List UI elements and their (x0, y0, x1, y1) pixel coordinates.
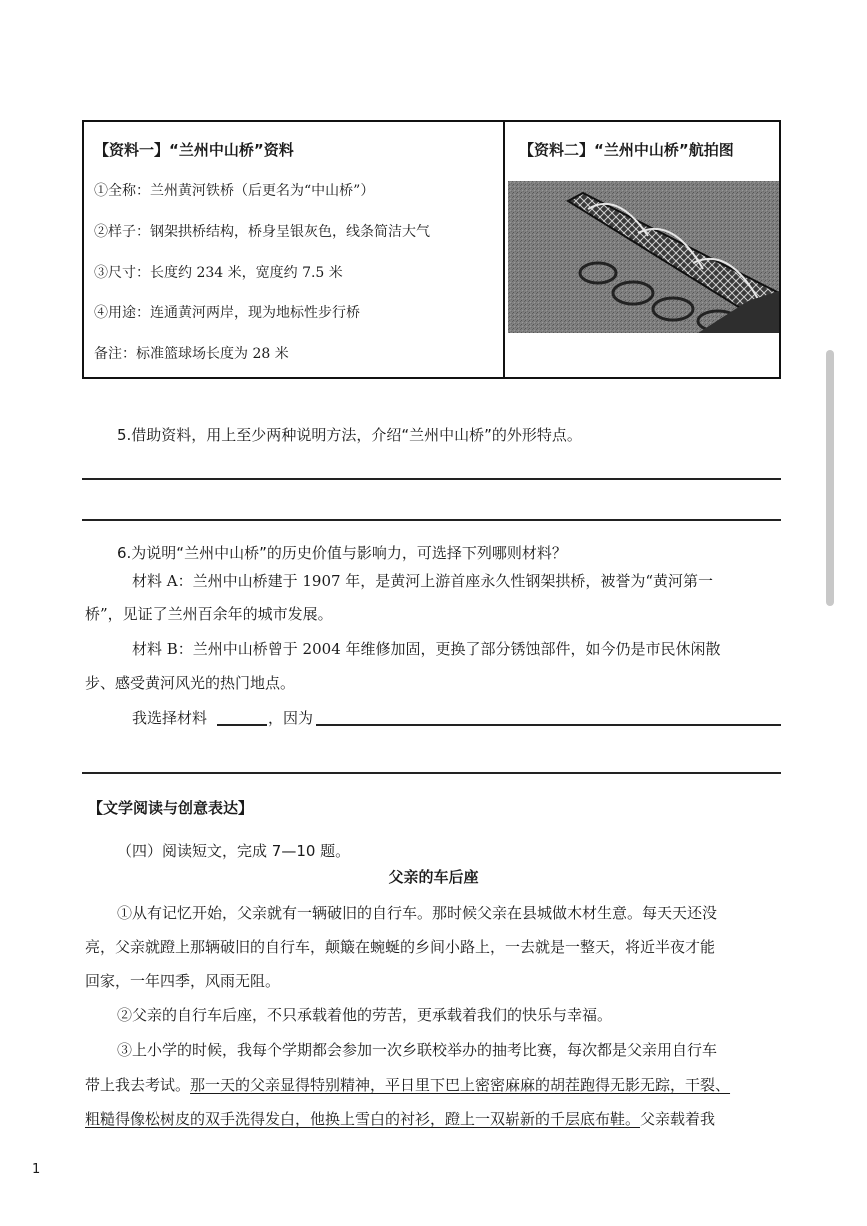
paragraph-3-line-3 (85, 1108, 715, 1129)
material1-line-4: ④用途：连通黄河两岸，现为地标性步行桥 (94, 305, 360, 321)
paragraph-3-line-2 (85, 1074, 730, 1095)
section-heading: 【文学阅读与创意表达】 (88, 799, 254, 817)
p3-underlined-1: 那一天的父亲显得特别精神，平日里下巴上密密麻麻的胡茬跑得无影无踪，干裂、 (190, 1076, 731, 1094)
answer-line-1[interactable] (82, 478, 781, 480)
material1-note (94, 343, 289, 363)
material-a-line-1: 材料 A：兰州中山桥建于 1907 年，是黄河上游首座永久性钢架拱桥，被誉为“黄河第一 (132, 572, 713, 590)
answer-line-2[interactable] (82, 519, 781, 521)
material1-heading: 【资料一】“兰州中山桥”资料 (94, 141, 294, 159)
paragraph-1-line-3: 回家，一年四季，风雨无阻。 (85, 972, 281, 990)
note-text: 标准篮球场长度为 28 米 (136, 346, 289, 362)
bridge-aerial-photo (508, 181, 779, 333)
p3-plain-1: 带上我去考试。 (85, 1076, 191, 1094)
material2-heading: 【资料二】“兰州中山桥”航拍图 (519, 141, 734, 159)
vertical-scrollbar[interactable] (826, 350, 834, 606)
paragraph-1-line-1: ①从有记忆开始，父亲就有一辆破旧的自行车。那时候父亲在县城做木材生意。每天天还没 (117, 904, 718, 922)
material1-line-3: ③尺寸：长度约 234 米，宽度约 7.5 米 (94, 265, 343, 281)
material-a-line-2: 桥”，见证了兰州百余年的城市发展。 (85, 605, 333, 623)
passage-title: 父亲的车后座 (388, 868, 479, 886)
p3-underlined-2: 粗糙得像松树皮的双手洗得发白，他换上雪白的衬衫，蹬上一双崭新的千层底布鞋。 (85, 1110, 641, 1128)
table-divider (503, 120, 505, 379)
question-6: 6.为说明“兰州中山桥”的历史价值与影响力，可选择下列哪则材料？ (117, 544, 567, 562)
choice-blank[interactable] (217, 724, 267, 726)
paragraph-1-line-2: 亮，父亲就蹬上那辆破旧的自行车，颠簸在蜿蜒的乡间小路上，一去就是一整天，将近半夜才能 (85, 938, 716, 956)
reason-blank[interactable] (316, 724, 781, 726)
paragraph-2-line-1: ②父亲的自行车后座，不只承载着他的劳苦，更承载着我们的快乐与幸福。 (117, 1006, 613, 1024)
material1-line-2: ②样子：钢架拱桥结构，桥身呈银灰色，线条简洁大气 (94, 224, 430, 240)
choose-prefix: 我选择材料 (132, 709, 208, 727)
choose-middle: ，因为 (268, 709, 314, 727)
answer-line-3[interactable] (82, 772, 781, 774)
reading-instruction: （四）阅读短文，完成 7—10 题。 (117, 842, 351, 860)
material1-line-1: ①全称：兰州黄河铁桥（后更名为“中山桥”） (94, 183, 375, 199)
question-5: 5.借助资料，用上至少两种说明方法，介绍“兰州中山桥”的外形特点。 (117, 426, 582, 444)
material-b-line-1: 材料 B：兰州中山桥曾于 2004 年维修加固，更换了部分锈蚀部件，如今仍是市民休闲散 (132, 640, 721, 658)
page-number: 1 (32, 1162, 41, 1177)
material-b-line-2: 步、感受黄河风光的热门地点。 (85, 674, 296, 692)
paragraph-3-line-1: ③上小学的时候，我每个学期都会参加一次乡联校举办的抽考比赛，每次都是父亲用自行车 (117, 1041, 718, 1059)
note-label: 备注： (94, 346, 136, 362)
p3-plain-2: 父亲载着我 (640, 1110, 716, 1128)
